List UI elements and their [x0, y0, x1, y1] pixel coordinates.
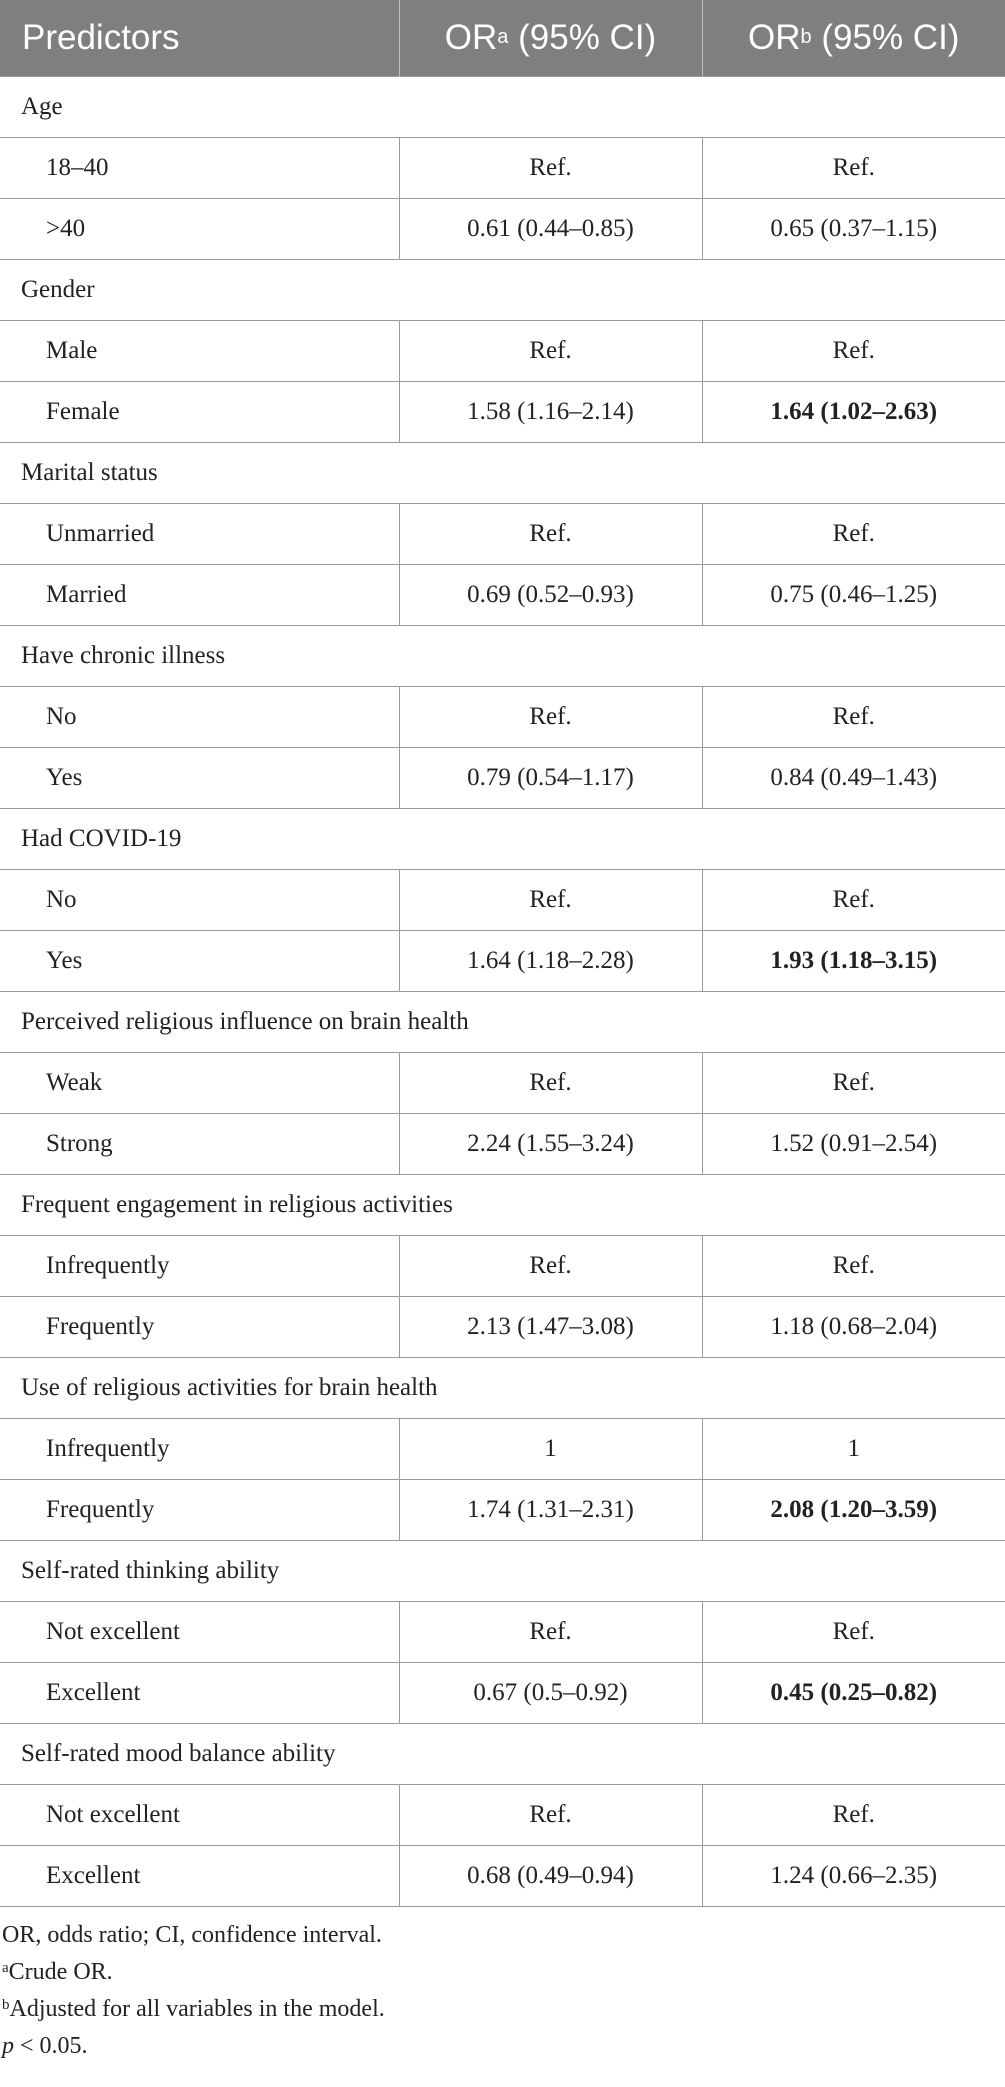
cell-or-crude: 0.61 (0.44–0.85) — [399, 199, 702, 260]
table-row — [0, 382, 1005, 443]
cell-or-crude: 1 — [399, 1419, 702, 1480]
cell-or-crude: Ref. — [399, 1236, 702, 1297]
footnote-p-symbol: p — [2, 2033, 14, 2059]
cell-or-crude: 0.68 (0.49–0.94) — [399, 1846, 702, 1907]
cell-or-crude: 1.74 (1.31–2.31) — [399, 1480, 702, 1541]
table-row — [0, 504, 1005, 565]
footnote-crude-sup: a — [2, 1960, 9, 1976]
row-label: Yes — [0, 931, 399, 992]
cell-or-crude: Ref. — [399, 687, 702, 748]
table-row — [0, 1785, 1005, 1846]
cell-or-adjusted: Ref. — [702, 321, 1005, 382]
row-label: No — [0, 687, 399, 748]
cell-or-crude: Ref. — [399, 870, 702, 931]
cell-or-adjusted: Ref. — [702, 1236, 1005, 1297]
group-title: Had COVID-19 — [0, 809, 1005, 870]
header-or-adjusted — [702, 0, 1005, 77]
cell-or-adjusted: Ref. — [702, 687, 1005, 748]
table-row — [0, 1236, 1005, 1297]
row-label: Male — [0, 321, 399, 382]
cell-or-adjusted: Ref. — [702, 504, 1005, 565]
cell-or-adjusted: 1.24 (0.66–2.35) — [702, 1846, 1005, 1907]
cell-or-adjusted: 1.18 (0.68–2.04) — [702, 1297, 1005, 1358]
cell-or-adjusted: Ref. — [702, 870, 1005, 931]
cell-or-crude: Ref. — [399, 1785, 702, 1846]
cell-or-crude: 2.24 (1.55–3.24) — [399, 1114, 702, 1175]
footnote-crude-text: Crude OR. — [8, 1959, 113, 1985]
row-label: Unmarried — [0, 504, 399, 565]
table-row — [0, 931, 1005, 992]
cell-or-adjusted: 1.64 (1.02–2.63) — [702, 382, 1005, 443]
header-or-crude-label: OR — [444, 18, 498, 57]
footnote-adjusted-text: Adjusted for all variables in the model. — [9, 1996, 385, 2022]
cell-or-crude: 2.13 (1.47–3.08) — [399, 1297, 702, 1358]
cell-or-crude: Ref. — [399, 504, 702, 565]
group-row — [0, 443, 1005, 504]
table-header — [0, 0, 1005, 77]
table-footnotes — [0, 1917, 1005, 2065]
table-row — [0, 1297, 1005, 1358]
row-label: Frequently — [0, 1480, 399, 1541]
cell-or-adjusted: Ref. — [702, 1053, 1005, 1114]
group-title: Frequent engagement in religious activities — [0, 1175, 1005, 1236]
table-row — [0, 1480, 1005, 1541]
group-title: Use of religious activities for brain health — [0, 1358, 1005, 1419]
cell-or-crude: 0.67 (0.5–0.92) — [399, 1663, 702, 1724]
cell-or-crude: Ref. — [399, 1602, 702, 1663]
cell-or-adjusted: Ref. — [702, 1602, 1005, 1663]
table-row — [0, 687, 1005, 748]
group-row — [0, 1724, 1005, 1785]
cell-or-adjusted: 0.75 (0.46–1.25) — [702, 565, 1005, 626]
row-label: No — [0, 870, 399, 931]
table-row — [0, 748, 1005, 809]
cell-or-adjusted: 0.45 (0.25–0.82) — [702, 1663, 1005, 1724]
group-title: Self-rated thinking ability — [0, 1541, 1005, 1602]
row-label: Excellent — [0, 1663, 399, 1724]
group-row — [0, 77, 1005, 138]
group-title: Perceived religious influence on brain health — [0, 992, 1005, 1053]
cell-or-adjusted: 1 — [702, 1419, 1005, 1480]
row-label: Not excellent — [0, 1785, 399, 1846]
footnote-abbreviations: OR, odds ratio; CI, confidence interval. — [2, 1922, 382, 1948]
header-or-adjusted-ci: (95% CI) — [811, 18, 960, 57]
cell-or-adjusted: 0.84 (0.49–1.43) — [702, 748, 1005, 809]
group-row — [0, 626, 1005, 687]
cell-or-adjusted: 1.52 (0.91–2.54) — [702, 1114, 1005, 1175]
cell-or-adjusted: 2.08 (1.20–3.59) — [702, 1480, 1005, 1541]
cell-or-crude: 1.64 (1.18–2.28) — [399, 931, 702, 992]
cell-or-crude: 1.58 (1.16–2.14) — [399, 382, 702, 443]
row-label: Female — [0, 382, 399, 443]
row-label: Frequently — [0, 1297, 399, 1358]
row-label: Strong — [0, 1114, 399, 1175]
row-label: >40 — [0, 199, 399, 260]
cell-or-adjusted: Ref. — [702, 138, 1005, 199]
footnote-p-threshold: < 0.05. — [14, 2033, 88, 2059]
header-or-adjusted-sup: b — [800, 26, 812, 48]
footnote-crude — [2, 1954, 1005, 1991]
row-label: Not excellent — [0, 1602, 399, 1663]
table-row — [0, 1053, 1005, 1114]
table-row — [0, 565, 1005, 626]
cell-or-adjusted: 1.93 (1.18–3.15) — [702, 931, 1005, 992]
cell-or-crude: Ref. — [399, 321, 702, 382]
table-row — [0, 1846, 1005, 1907]
cell-or-crude: 0.69 (0.52–0.93) — [399, 565, 702, 626]
cell-or-crude: 0.79 (0.54–1.17) — [399, 748, 702, 809]
group-title: Marital status — [0, 443, 1005, 504]
header-predictors: Predictors — [0, 0, 399, 77]
row-label: Infrequently — [0, 1236, 399, 1297]
row-label: Married — [0, 565, 399, 626]
table-row — [0, 870, 1005, 931]
cell-or-adjusted: Ref. — [702, 1785, 1005, 1846]
table-row — [0, 1663, 1005, 1724]
group-title: Self-rated mood balance ability — [0, 1724, 1005, 1785]
table-row — [0, 321, 1005, 382]
header-or-crude-sup: a — [497, 26, 509, 48]
row-label: Yes — [0, 748, 399, 809]
table-row — [0, 1114, 1005, 1175]
row-label: 18–40 — [0, 138, 399, 199]
header-or-adjusted-label: OR — [748, 18, 801, 57]
header-or-crude — [399, 0, 702, 77]
footnote-significance — [2, 2028, 1005, 2065]
cell-or-adjusted: 0.65 (0.37–1.15) — [702, 199, 1005, 260]
group-title: Have chronic illness — [0, 626, 1005, 687]
header-row — [0, 0, 1005, 77]
row-label: Excellent — [0, 1846, 399, 1907]
footnote-adjusted-sup: b — [2, 1997, 10, 2013]
group-row — [0, 1175, 1005, 1236]
cell-or-crude: Ref. — [399, 138, 702, 199]
group-row — [0, 260, 1005, 321]
header-or-crude-ci: (95% CI) — [508, 18, 657, 57]
group-row — [0, 992, 1005, 1053]
group-title: Age — [0, 77, 1005, 138]
group-title: Gender — [0, 260, 1005, 321]
table-body — [0, 77, 1005, 1907]
cell-or-crude: Ref. — [399, 1053, 702, 1114]
group-row — [0, 809, 1005, 870]
row-label: Infrequently — [0, 1419, 399, 1480]
footnote-adjusted — [2, 1991, 1005, 2028]
table-row — [0, 1419, 1005, 1480]
group-row — [0, 1358, 1005, 1419]
row-label: Weak — [0, 1053, 399, 1114]
table-row — [0, 138, 1005, 199]
table-row — [0, 199, 1005, 260]
table-row — [0, 1602, 1005, 1663]
group-row — [0, 1541, 1005, 1602]
